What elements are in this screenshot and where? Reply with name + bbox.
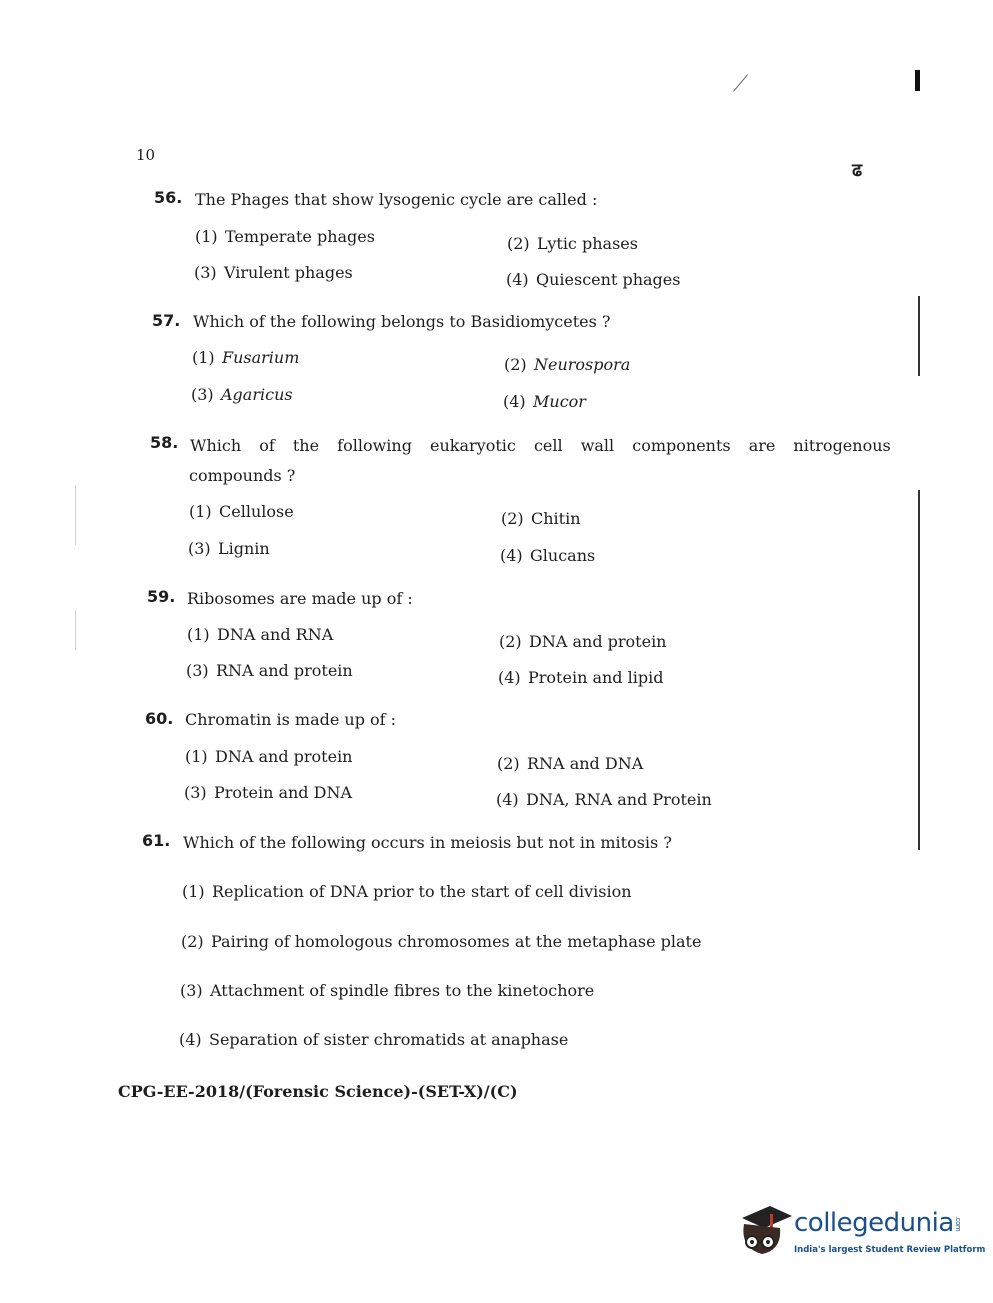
scan-mark: [915, 70, 920, 91]
question-text-line-1: [190, 436, 891, 455]
question-text: Chromatin is made up of :: [185, 710, 397, 729]
pen-tick-mark: [733, 74, 748, 91]
question-number: 60.: [145, 709, 174, 728]
option-text: Agaricus: [221, 385, 293, 404]
option-1: [195, 227, 375, 246]
option-number: (1): [195, 227, 218, 246]
option-3: [188, 539, 270, 558]
option-1: [182, 882, 632, 901]
option-text: DNA and protein: [529, 632, 667, 651]
option-number: (4): [498, 668, 521, 687]
option-3: [184, 783, 352, 802]
option-text: Lytic phases: [537, 234, 638, 253]
option-number: (1): [182, 882, 205, 901]
page-number: 10: [136, 146, 156, 164]
option-number: (2): [501, 509, 524, 528]
option-number: (1): [187, 625, 210, 644]
question-text: Which of the following occurs in meiosis but not in mitosis ?: [183, 833, 672, 852]
option-3: [191, 385, 293, 404]
option-4: [500, 546, 595, 565]
question-text-line-2: compounds ?: [189, 466, 296, 485]
option-number: (4): [496, 790, 519, 809]
question-number: 58.: [150, 433, 179, 452]
option-text: Temperate phages: [225, 227, 375, 246]
option-2: [499, 632, 666, 651]
question-text: The Phages that show lysogenic cycle are called :: [195, 190, 598, 209]
option-text: Pairing of homologous chromosomes at the metaphase plate: [211, 932, 702, 951]
margin-line: [918, 490, 920, 850]
option-4: [506, 270, 680, 289]
option-4: [503, 392, 586, 411]
option-number: (3): [188, 539, 211, 558]
option-2: [501, 509, 581, 528]
option-text: Glucans: [530, 546, 596, 565]
question-number: 59.: [147, 587, 176, 606]
option-number: (4): [503, 392, 526, 411]
brand-suffix: .com: [953, 1215, 962, 1232]
option-number: (2): [504, 355, 527, 374]
scan-artifact: [75, 610, 76, 650]
question-number: 57.: [152, 311, 181, 330]
option-number: (2): [181, 932, 204, 951]
margin-line: [918, 296, 920, 376]
question-text: Which of the following eukaryotic cell wall components are nitrogenous: [190, 436, 891, 455]
brand-name: collegedunia.com: [794, 1208, 962, 1238]
option-number: (3): [194, 263, 217, 282]
option-text: RNA and DNA: [527, 754, 644, 773]
option-text: Neurospora: [534, 355, 631, 374]
option-4: [498, 668, 663, 687]
option-2: [504, 355, 630, 374]
option-number: (2): [497, 754, 520, 773]
option-text: Lignin: [218, 539, 270, 558]
option-4: [496, 790, 712, 809]
option-3: [194, 263, 353, 282]
option-text: Chitin: [531, 509, 581, 528]
option-1: [185, 747, 352, 766]
option-2: [507, 234, 638, 253]
option-text: Fusarium: [222, 348, 300, 367]
option-number: (4): [506, 270, 529, 289]
option-1: [192, 348, 299, 367]
option-text: Replication of DNA prior to the start of cell division: [212, 882, 632, 901]
option-number: (2): [499, 632, 522, 651]
option-number: (3): [191, 385, 214, 404]
option-number: (3): [180, 981, 203, 1000]
question-number: 56.: [154, 188, 183, 207]
question-number: 61.: [142, 831, 171, 850]
option-text: Attachment of spindle fibres to the kinetochore: [210, 981, 595, 1000]
option-number: (3): [184, 783, 207, 802]
question-text: Which of the following belongs to Basidiomycetes ?: [193, 312, 611, 331]
option-number: (1): [189, 502, 212, 521]
option-number: (3): [186, 661, 209, 680]
option-text: DNA and protein: [215, 747, 353, 766]
option-2: [497, 754, 643, 773]
mascot-icon: [736, 1198, 792, 1260]
scan-artifact: [75, 485, 76, 545]
option-text: Quiescent phages: [536, 270, 681, 289]
option-1: [187, 625, 333, 644]
corner-mark: ढ: [852, 160, 863, 181]
option-3: [180, 981, 594, 1000]
option-text: RNA and protein: [216, 661, 353, 680]
option-text: Virulent phages: [224, 263, 353, 282]
option-text: DNA and RNA: [217, 625, 334, 644]
option-number: (4): [500, 546, 523, 565]
question-text: Ribosomes are made up of :: [187, 589, 413, 608]
option-2: [181, 932, 701, 951]
option-text: Protein and lipid: [528, 668, 664, 687]
option-text: Separation of sister chromatids at anaphase: [209, 1030, 569, 1049]
option-text: Protein and DNA: [214, 783, 353, 802]
option-text: Cellulose: [219, 502, 294, 521]
option-text: DNA, RNA and Protein: [526, 790, 712, 809]
option-number: (4): [179, 1030, 202, 1049]
option-1: [189, 502, 294, 521]
brand-tagline: India's largest Student Review Platform: [794, 1245, 986, 1255]
option-text: Mucor: [533, 392, 586, 411]
paper-code: CPG-EE-2018/(Forensic Science)-(SET-X)/(C): [118, 1082, 518, 1101]
option-4: [179, 1030, 568, 1049]
collegedunia-logo[interactable]: [736, 1198, 986, 1268]
option-number: (1): [192, 348, 215, 367]
option-3: [186, 661, 353, 680]
option-number: (2): [507, 234, 530, 253]
option-number: (1): [185, 747, 208, 766]
